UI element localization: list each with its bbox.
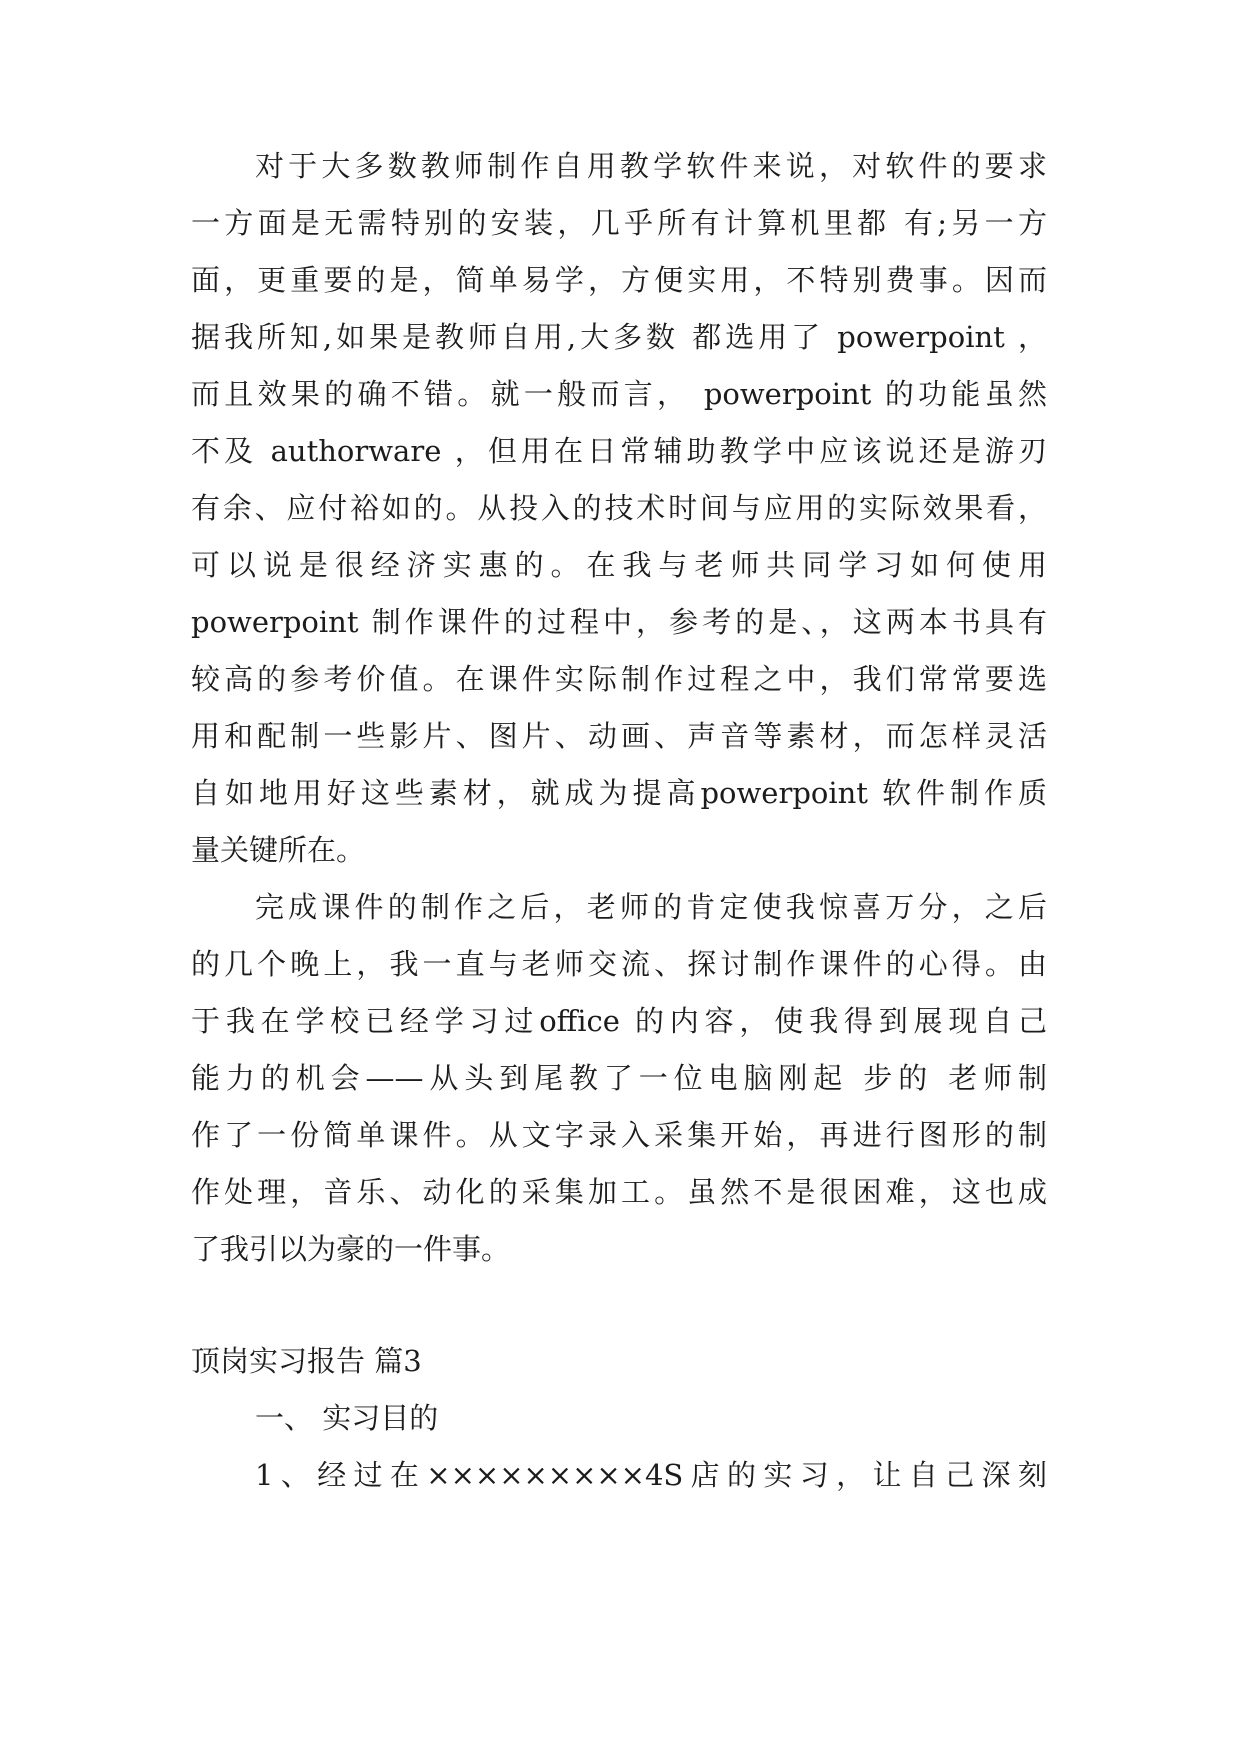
paragraph-1-line-7: 有余、应付裕如的。从投入的技术时间与应用的实际效果看， bbox=[191, 491, 1047, 525]
paragraph-1-line-13: 量关键所在。 bbox=[191, 833, 366, 867]
paragraph-1-line-6: 不及 authorware ，但用在日常辅助教学中应该说还是游刃 bbox=[191, 434, 1047, 468]
section-title: 顶岗实习报告 篇3 bbox=[191, 1344, 422, 1378]
paragraph-2-line-1: 完成课件的制作之后，老师的肯定使我惊喜万分，之后 bbox=[255, 890, 1047, 924]
paragraph-1-line-4: 据我所知,如果是教师自用,大多数 都选用了 powerpoint ， bbox=[191, 320, 1047, 354]
paragraph-1-line-10: 较高的参考价值。在课件实际制作过程之中，我们常常要选 bbox=[191, 662, 1047, 696]
paragraph-2-line-5: 作了一份简单课件。从文字录入采集开始，再进行图形的制 bbox=[191, 1118, 1047, 1152]
paragraph-2-line-2: 的几个晚上，我一直与老师交流、探讨制作课件的心得。由 bbox=[191, 947, 1047, 981]
paragraph-1-line-3: 面，更重要的是，简单易学，方便实用，不特别费事。因而 bbox=[191, 263, 1047, 297]
paragraph-1-line-11: 用和配制一些影片、图片、动画、声音等素材，而怎样灵活 bbox=[191, 719, 1047, 753]
paragraph-1-line-5: 而且效果的确不错。就一般而言， powerpoint 的功能虽然 bbox=[191, 377, 1047, 411]
paragraph-1-line-1: 对于大多数教师制作自用教学软件来说，对软件的要求 bbox=[255, 149, 1047, 183]
paragraph-2-line-3: 于我在学校已经学习过office 的内容，使我得到展现自己 bbox=[191, 1004, 1047, 1038]
paragraph-2-line-4: 能力的机会——从头到尾教了一位电脑刚起 步的 老师制 bbox=[191, 1061, 1047, 1095]
paragraph-1-line-8: 可以说是很经济实惠的。在我与老师共同学习如何使用 bbox=[191, 548, 1047, 582]
paragraph-2-line-6: 作处理，音乐、动化的采集加工。虽然不是很困难，这也成 bbox=[191, 1175, 1047, 1209]
subsection-title: 一、 实习目的 bbox=[255, 1401, 439, 1435]
paragraph-2-line-7: 了我引以为豪的一件事。 bbox=[191, 1232, 511, 1266]
paragraph-1-line-9: powerpoint 制作课件的过程中，参考的是、，这两本书具有 bbox=[191, 605, 1047, 639]
paragraph-1-line-2: 一方面是无需特别的安装，几乎所有计算机里都 有;另一方 bbox=[191, 206, 1047, 240]
paragraph-1-line-12: 自如地用好这些素材，就成为提高powerpoint 软件制作质 bbox=[191, 776, 1047, 810]
list-item-1: 1、经过在×××××××××4S店的实习，让自己深刻 bbox=[255, 1458, 1047, 1492]
